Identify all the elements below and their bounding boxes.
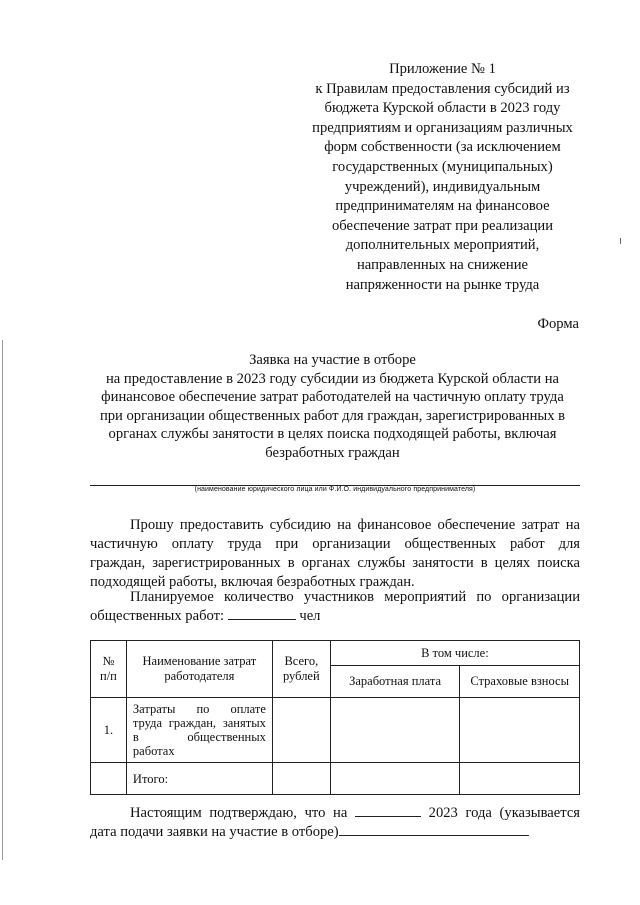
total-total-cell[interactable]: [272, 763, 330, 795]
annex-line: государственных (муниципальных): [332, 158, 553, 175]
confirmation-paragraph: [90, 804, 580, 842]
annex-line: дополнительных мероприятий,: [345, 237, 540, 254]
paragraph-line: частичную оплату труда при организации общественных работ для: [90, 536, 580, 552]
confirm-extra-field[interactable]: [339, 823, 529, 836]
paragraph-line: Прошу предоставить субсидию на финансовое обеспечение затрат на: [130, 517, 580, 533]
request-paragraph: [90, 516, 580, 592]
form-label: Форма: [537, 316, 579, 332]
confirm-text-after: 2023 года (указывается: [428, 805, 581, 821]
title-line: на предоставление в 2023 году субсидии из бюджета Курской области на: [106, 370, 559, 387]
planned-label: общественных работ:: [90, 608, 225, 624]
participants-count-field[interactable]: [228, 607, 296, 620]
title-line: органах службы занятости в целях поиска подходящей работы, включая: [108, 426, 557, 442]
annex-line: форм собственности (за исключением: [324, 139, 561, 156]
applicant-name-caption: (наименование юридического лица или Ф.И.О. индивидуального предпринимателя): [194, 486, 476, 493]
row-name: Затраты по оплате труда граждан, занятых в общественных работах: [126, 698, 272, 763]
total-insurance-cell[interactable]: [460, 763, 580, 795]
annex-line: напряженности на рынке труда: [345, 276, 540, 293]
confirm-line2: дата подачи заявки на участие в отборе): [90, 824, 339, 840]
title-line: финансовое обеспечение затрат работодателей на частичную оплату труда: [101, 389, 564, 405]
header-total: Всего, рублей: [272, 641, 330, 698]
scan-dot-mark: [620, 238, 621, 244]
scan-edge-mark: [2, 340, 3, 860]
paragraph-line: подходящей работы, включая безработных граждан.: [90, 574, 415, 590]
table-row: [91, 698, 580, 763]
row-salary-cell[interactable]: [330, 698, 460, 763]
total-salary-cell[interactable]: [330, 763, 460, 795]
header-salary: Заработная плата: [330, 666, 460, 698]
paragraph-line: [90, 823, 580, 842]
header-num: № п/п: [91, 641, 127, 698]
paragraph-line: граждан, зарегистрированных в органах службы занятости в целях поиска: [90, 555, 580, 571]
participants-unit: чел: [299, 608, 321, 624]
annex-line: учреждений), индивидуальным: [344, 178, 541, 195]
annex-line: предприятиям и организациям различных: [312, 119, 573, 136]
header-including: В том числе:: [330, 641, 579, 666]
annex-line: к Правилам предоставления субсидий из: [315, 80, 570, 97]
planned-participants-paragraph: [90, 588, 580, 626]
table-header-row: [91, 641, 580, 666]
row-name: Итого:: [126, 763, 272, 795]
row-total-cell[interactable]: [272, 698, 330, 763]
costs-table: [90, 640, 580, 795]
table-total-row: [91, 763, 580, 795]
header-name: Наименование затрат работодателя: [126, 641, 272, 698]
row-insurance-cell[interactable]: [460, 698, 580, 763]
header-insurance: Страховые взносы: [460, 666, 580, 698]
paragraph-line: Планируемое количество участников мероприятий по организации: [130, 589, 580, 605]
title-line: Заявка на участие в отборе: [249, 352, 416, 368]
title-line: безработных граждан: [265, 444, 400, 461]
confirm-date-field[interactable]: [355, 804, 421, 817]
annex-line: направленных на снижение: [356, 256, 528, 273]
confirm-text-before: Настоящим подтверждаю, что на: [130, 805, 348, 821]
row-num: [91, 763, 127, 795]
annex-header: [300, 60, 585, 295]
annex-line: предпринимателям на финансовое: [335, 198, 550, 215]
annex-line: обеспечение затрат при реализации: [331, 217, 554, 234]
paragraph-line: [90, 804, 580, 823]
document-title: [85, 351, 580, 462]
annex-line: бюджета Курской области в 2023 году: [324, 100, 561, 117]
row-num: 1.: [91, 698, 127, 763]
annex-line: Приложение № 1: [389, 61, 496, 77]
paragraph-line: [90, 607, 580, 626]
title-line: при организации общественных работ для граждан, зарегистрированных в: [99, 407, 566, 424]
